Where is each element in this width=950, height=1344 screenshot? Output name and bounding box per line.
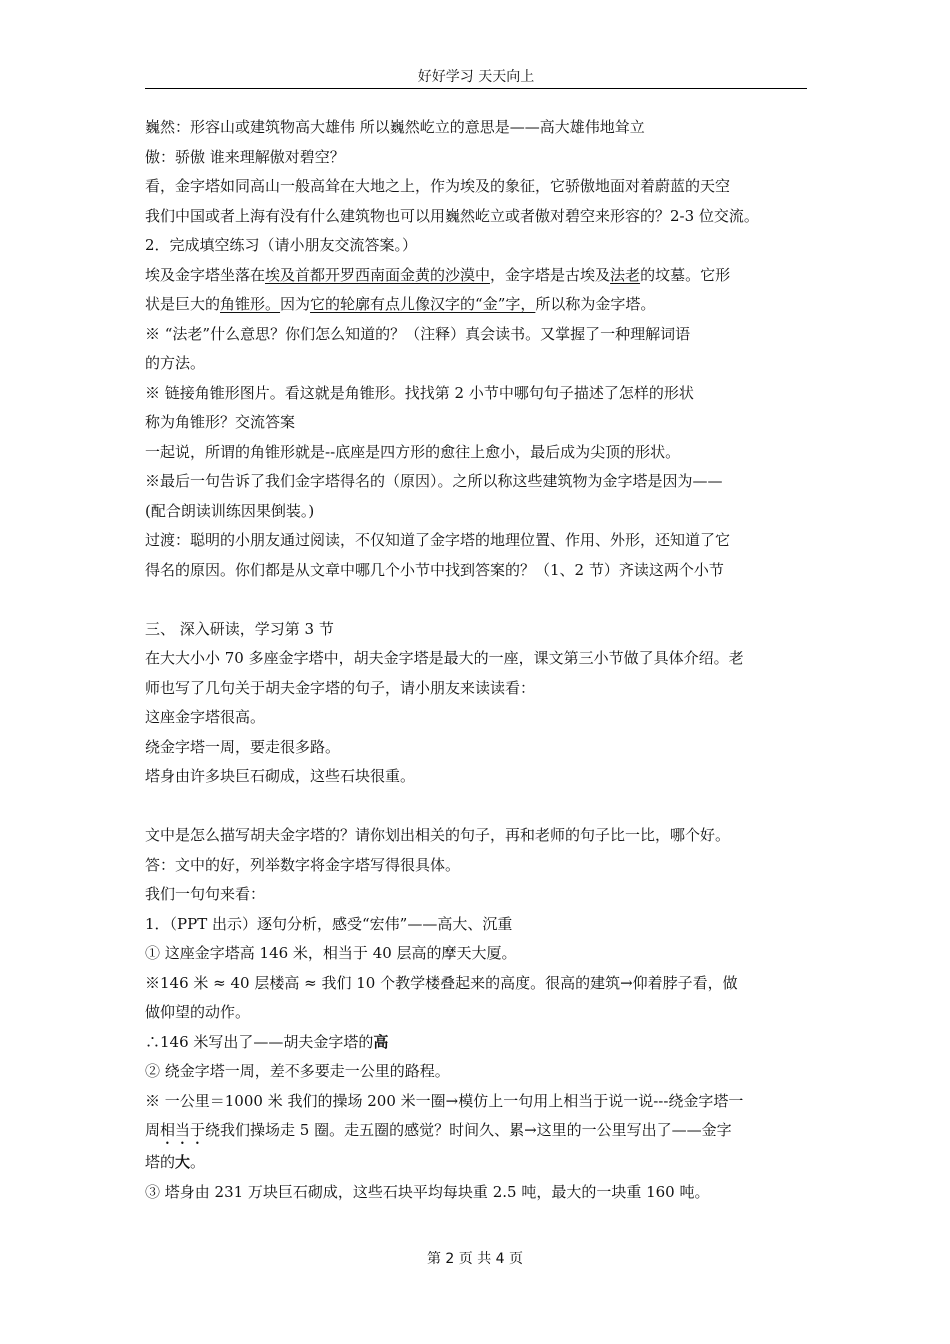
- text-line: (配合朗读训练因果倒装。): [145, 501, 315, 520]
- text-line: 的方法。: [145, 354, 206, 372]
- blank-line: [145, 585, 815, 615]
- numbered-item: 1．（PPT 出示）逐句分析，感受“宏伟”——高大、沉重: [145, 914, 513, 933]
- text-line: [145, 1116, 815, 1148]
- document-body: [145, 113, 815, 1207]
- page-header: 好好学习 天天向上: [145, 66, 807, 89]
- text-line: 称为角锥形？交流答案: [145, 413, 296, 431]
- text-line: 我们中国或者上海有没有什么建筑物也可以用巍然屹立或者傲对碧空来形容的？2-3 位交流。: [145, 206, 759, 225]
- text-line: 这座金字塔很高。: [145, 708, 266, 726]
- emphasis-dotted: 相当于: [160, 1121, 206, 1139]
- answer-underlined: 它的轮廓有点儿像汉字的“金”字，: [310, 295, 536, 313]
- blank-line: [145, 792, 815, 822]
- answer-underlined: 角锥形。: [220, 295, 281, 313]
- text-line: [145, 1028, 815, 1058]
- text-line: 答：文中的好，列举数字将金字塔写得很具体。: [145, 855, 461, 874]
- text-line: ※ “法老”什么意思？你们怎么知道的？（注释）真会读书。又掌握了一种理解词语: [145, 324, 691, 343]
- text-segment: 状是巨大的: [145, 295, 221, 313]
- text-line: ※最后一句告诉了我们金字塔得名的（原因）。之所以称这些建筑物为金字塔是因为——: [145, 472, 723, 490]
- text-segment: 因为: [280, 295, 311, 313]
- text-line: [145, 1148, 815, 1178]
- page-footer: 第 2 页 共 4 页: [426, 1251, 524, 1267]
- text-line: 过渡：聪明的小朋友通过阅读，不仅知道了金字塔的地理位置、作用、外形，还知道了它: [145, 531, 731, 549]
- text-line: 一起说，所谓的角锥形就是--底座是四方形的愈往上愈小，最后成为尖顶的形状。: [145, 442, 681, 461]
- text-line: 我们一句句来看：: [145, 885, 266, 903]
- text-line: 文中是怎么描写胡夫金字塔的？请你划出相关的句子，再和老师的句子比一比，哪个好。: [145, 826, 731, 844]
- text-line: ① 这座金字塔高 146 米，相当于 40 层高的摩天大厦。: [145, 944, 517, 962]
- text-line: 看，金字塔如同高山一般高耸在大地之上，作为埃及的象征，它骄傲地面对着蔚蓝的天空: [145, 177, 731, 195]
- fill-blank-line: [145, 261, 815, 291]
- bold-keyword: 高: [373, 1032, 389, 1051]
- fill-blank-line: [145, 290, 815, 320]
- text-line: ※146 米 ≈ 40 层楼高 ≈ 我们 10 个教学楼叠起来的高度。很高的建筑→仰着脖子看，做: [145, 973, 738, 992]
- text-segment: ，金字塔是古埃及: [490, 265, 611, 284]
- text-segment: 绕我们操场走 5 圈。走五圈的感觉？时间久、累→这里的一公里写出了——金字: [205, 1121, 732, 1139]
- text-segment: 所以称为金字塔。: [535, 295, 656, 313]
- text-line: 做仰望的动作。: [145, 1003, 251, 1021]
- text-line: ※ 链接角锥形图片。看这就是角锥形。找找第 2 小节中哪句句子描述了怎样的形状: [145, 383, 694, 402]
- text-segment: 塔的: [145, 1153, 176, 1171]
- text-line: 得名的原因。你们都是从文章中哪几个小节中找到答案的？（1、2 节）齐读这两个小节: [145, 560, 724, 579]
- text-segment: 周: [145, 1121, 161, 1139]
- text-line: ③ 塔身由 231 万块巨石砌成，这些石块平均每块重 2.5 吨，最大的一块重 160 吨。: [145, 1182, 710, 1201]
- text-line: ※ 一公里＝1000 米 我们的操场 200 米一圈→模仿上一句用上相当于说一说---绕金字塔一: [145, 1091, 744, 1110]
- text-segment: ∴146 米写出了——胡夫金字塔的: [145, 1032, 374, 1051]
- text-line: 在大大小小 70 多座金字塔中，胡夫金字塔是最大的一座，课文第三小节做了具体介绍。老: [145, 649, 744, 667]
- text-segment: 埃及金字塔坐落在: [145, 265, 266, 284]
- bold-keyword: 大: [175, 1153, 191, 1171]
- text-line: ② 绕金字塔一周，差不多要走一公里的路程。: [145, 1062, 450, 1080]
- answer-underlined: 法老: [610, 265, 641, 284]
- text-line: 傲：骄傲 谁来理解傲对碧空？: [145, 147, 345, 166]
- numbered-item: 2．完成填空练习（请小朋友交流答案。）: [145, 236, 418, 254]
- text-line: 巍然：形容山或建筑物高大雄伟 所以巍然屹立的意思是——高大雄伟地耸立: [145, 118, 645, 136]
- text-segment: 。: [190, 1153, 206, 1171]
- answer-underlined: 埃及首都开罗西南面金黄的沙漠中: [265, 265, 491, 284]
- section-heading: 三、 深入研读，学习第 3 节: [145, 619, 334, 638]
- text-line: 绕金字塔一周，要走很多路。: [145, 737, 341, 756]
- text-line: 塔身由许多块巨石砌成，这些石块很重。: [145, 767, 416, 785]
- text-segment: 的坟墓。它形: [640, 265, 731, 284]
- text-line: 师也写了几句关于胡夫金字塔的句子，请小朋友来读读看：: [145, 678, 536, 697]
